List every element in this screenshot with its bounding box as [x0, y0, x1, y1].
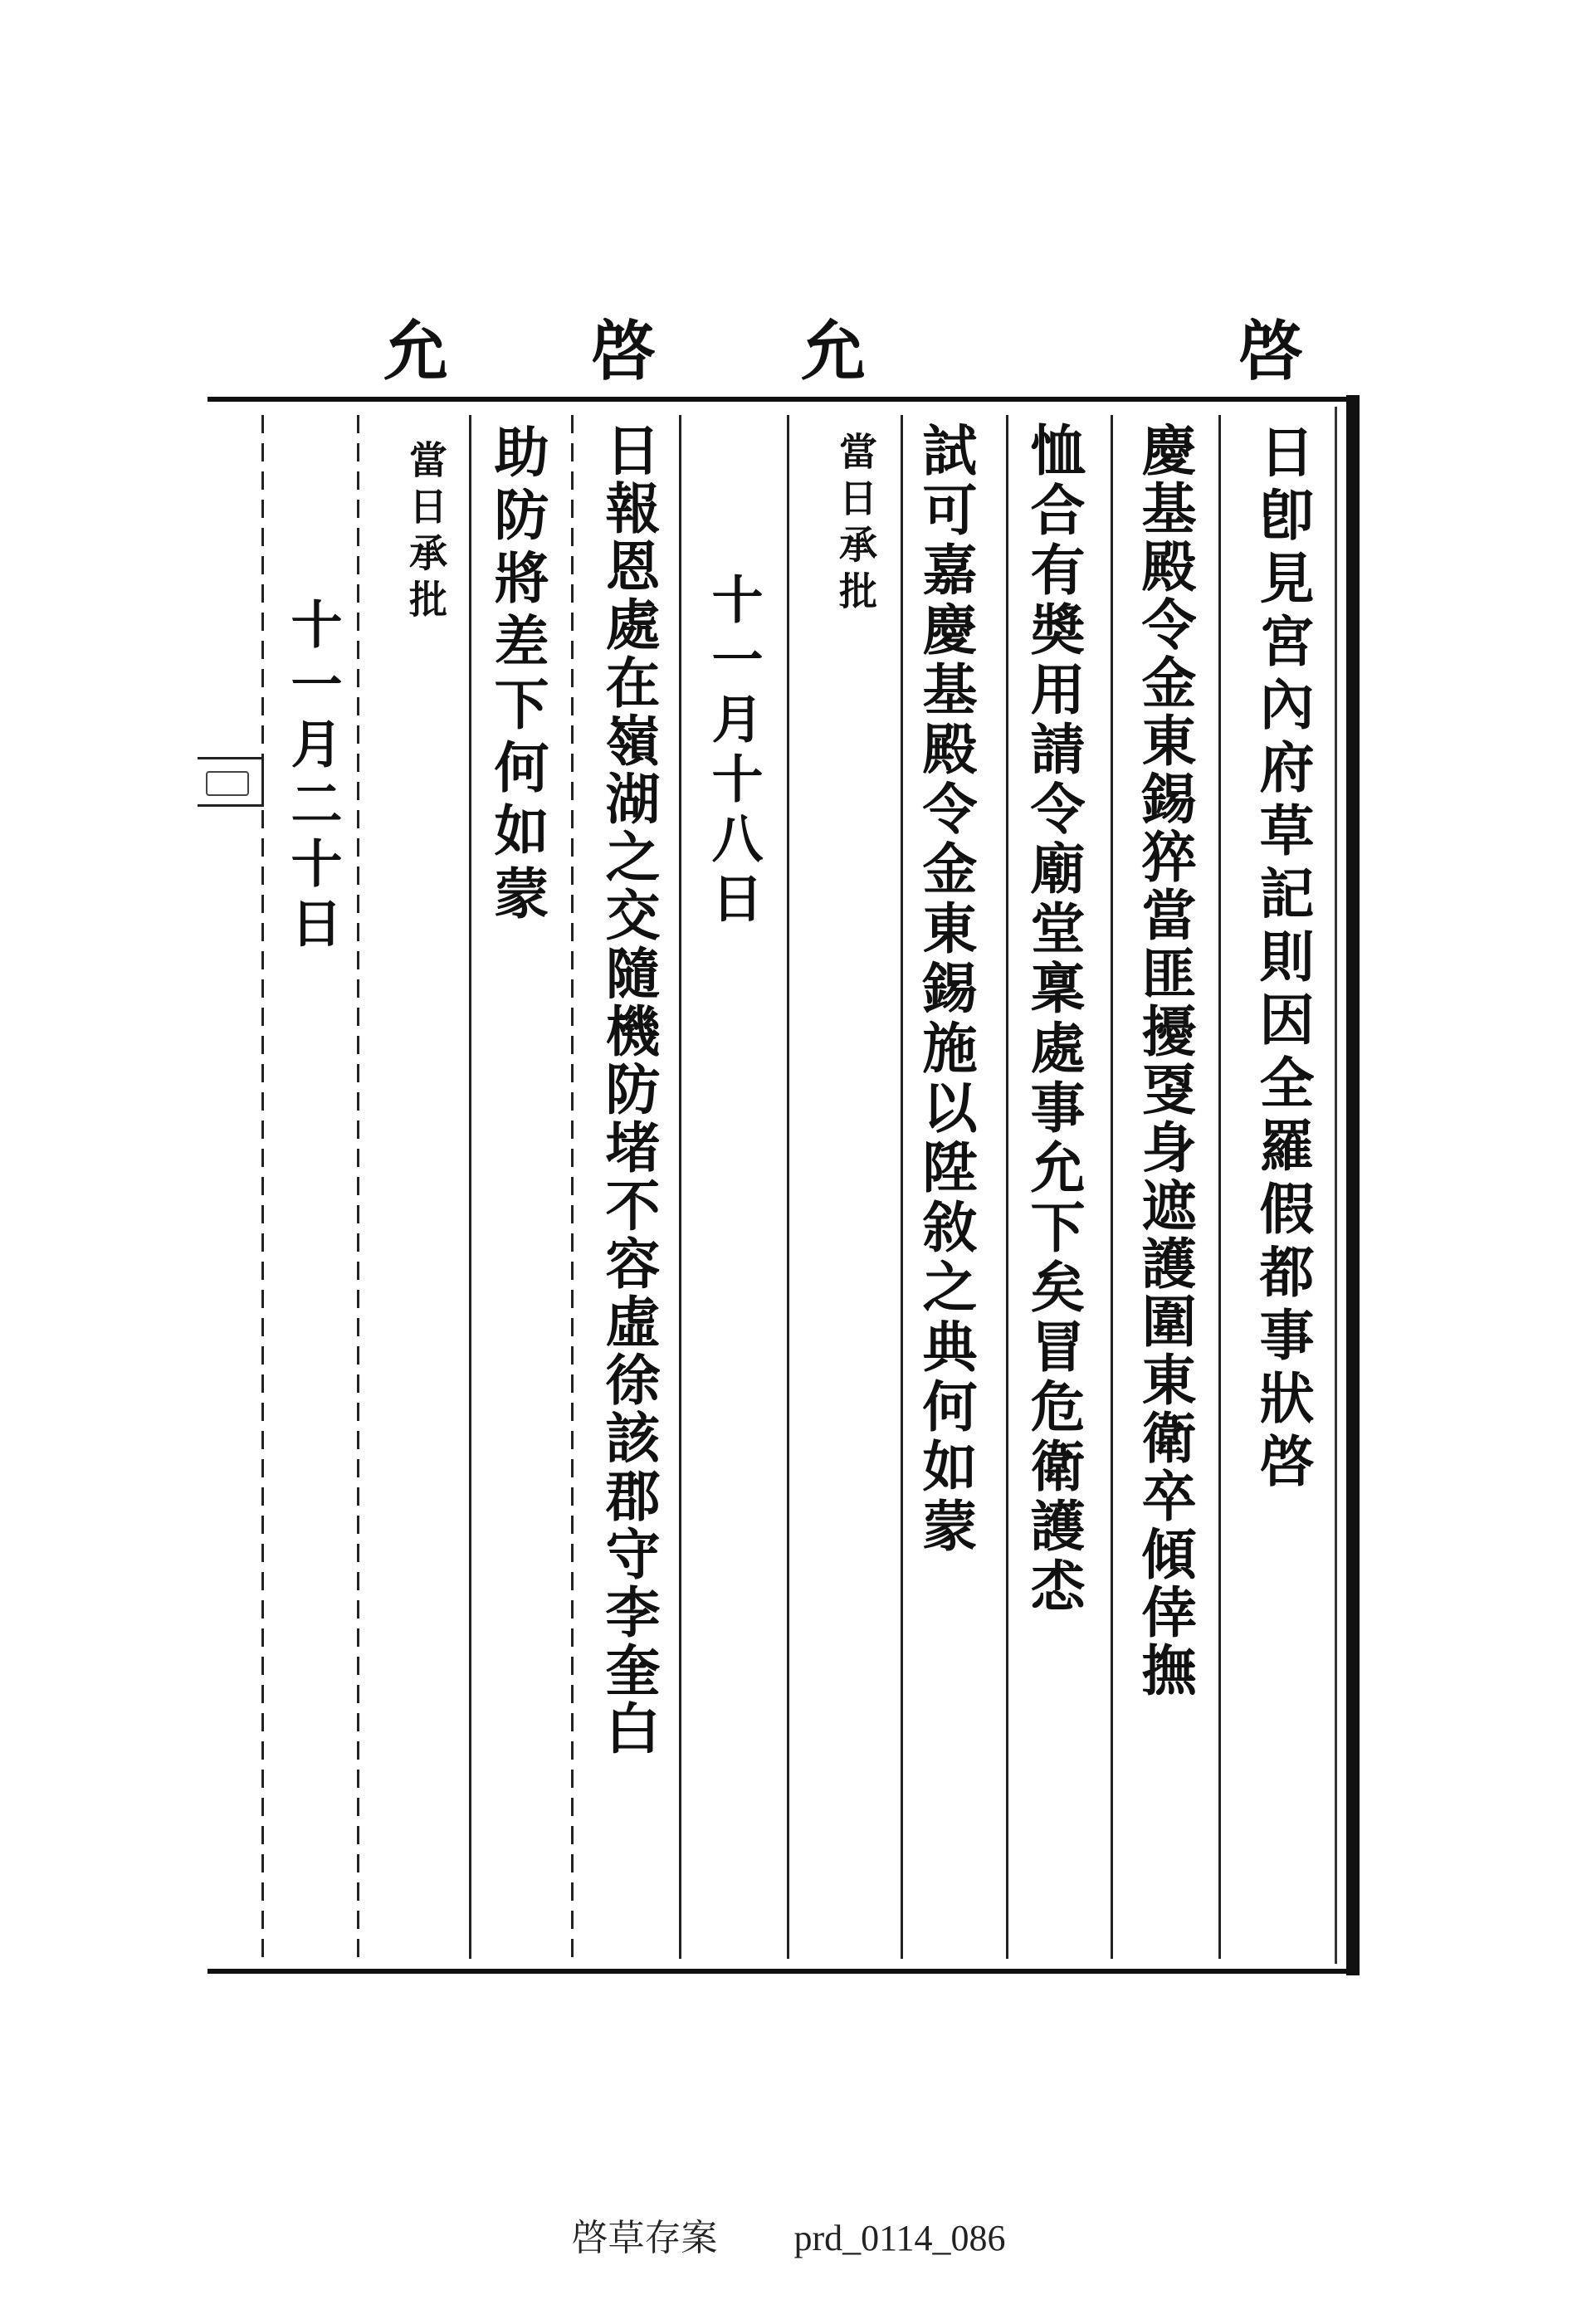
header-label-1: 啓	[1238, 314, 1304, 389]
header-label-4: 允	[383, 314, 449, 389]
date-column-1: 十一月十八日	[703, 573, 764, 931]
column-rule	[787, 415, 789, 1959]
frame-top-border	[208, 397, 1357, 402]
frame-right-border	[1346, 395, 1360, 1975]
column-rule	[1111, 415, 1113, 1959]
text-column-2: 慶基殿令金東錫猝當匪擾㪅身遮護圍東衛卒傾倖撫	[1132, 422, 1197, 1700]
caption-title: 啓草存案	[571, 2218, 718, 2258]
approval-note-1: 當日承批	[833, 432, 878, 618]
column-rule	[261, 415, 264, 1959]
header-label-2: 允	[801, 314, 867, 389]
approval-note-2: 當日承批	[403, 440, 448, 626]
text-column-4: 試可嘉慶基殿令金東錫施以陞敘之典何如蒙	[913, 422, 978, 1557]
text-column-5: 日報恩處在嶺湖之交隨機防堵不容虛徐該郡守李奎白	[596, 422, 661, 1758]
column-rule	[901, 415, 903, 1959]
column-rule	[357, 415, 359, 1959]
frame-right-inner-rule	[1335, 407, 1337, 1964]
column-rule	[469, 415, 471, 1959]
text-column-1: 日卽見宮內府草記則因全羅假都事狀啓	[1250, 423, 1315, 1496]
frame-bottom-border	[208, 1969, 1357, 1974]
column-rule	[571, 415, 574, 1959]
page-tab-mark	[198, 757, 264, 807]
text-column-3: 恤合有奬用請令廟堂稟處事允下矣冒危衛護怸	[1021, 422, 1086, 1617]
date-column-2: 十一月二十日	[282, 598, 343, 956]
column-rule	[1006, 415, 1008, 1959]
header-label-3: 啓	[591, 314, 657, 389]
column-rule	[1218, 415, 1221, 1959]
column-rule	[679, 415, 681, 1959]
page-caption	[0, 2208, 1577, 2261]
text-column-6: 助防將差下何如蒙	[485, 423, 549, 928]
caption-code: prd_0114_086	[793, 2218, 1006, 2258]
